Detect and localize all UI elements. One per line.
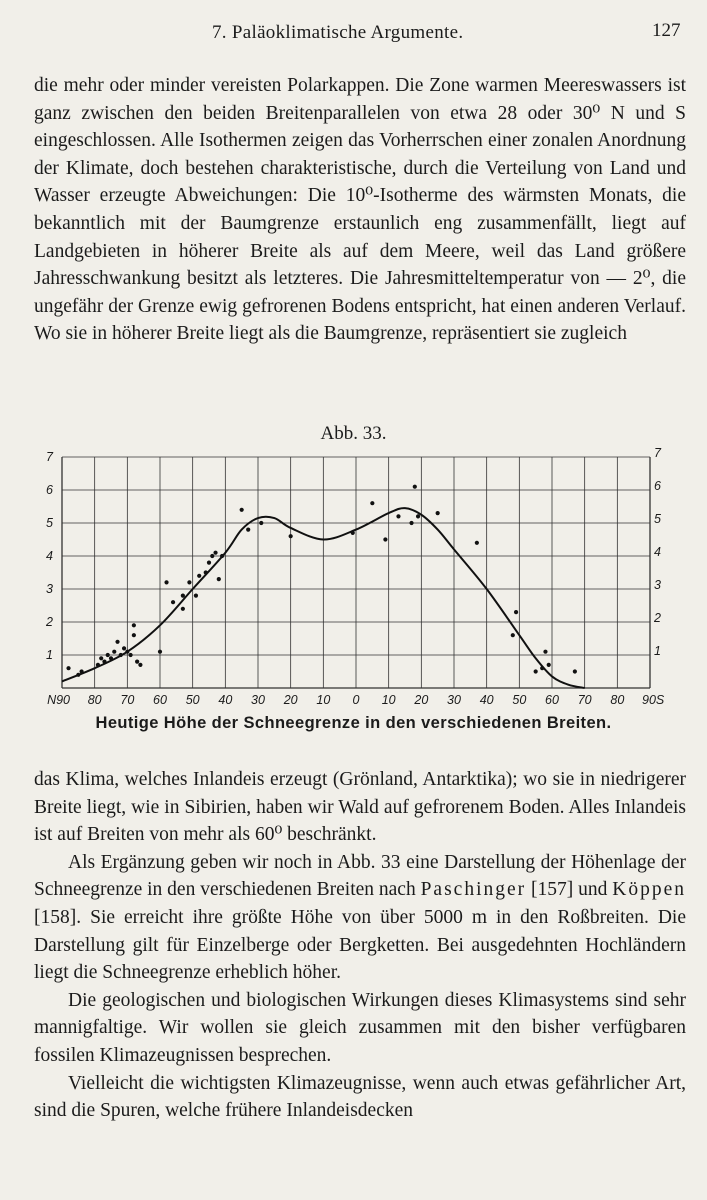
data-point [204,570,208,574]
x-tick-label: 70 [120,693,135,707]
y-tick-label-left: 4 [46,549,53,563]
y-tick-label-right: 7 [654,446,661,460]
x-tick-label: 90S [642,693,665,707]
x-tick-label: 20 [414,693,429,707]
y-tick-label-right: 6 [654,479,661,493]
data-point [76,673,80,677]
data-point [217,577,221,581]
y-tick-label-left: 2 [46,615,53,629]
paragraph-text: das Klima, welches Inlandeis erzeugt (Grönland, Antarktika); wo sie in niedrigerer Breite liegt, wie in Sibirien, haben wir Wald auf gefrorenem Boden. Alles Inlandeis ist auf Breiten von mehr als 60⁰ beschränkt. [34,769,686,846]
data-point [540,666,544,670]
data-point [109,656,113,660]
data-point [102,660,106,664]
data-point [383,537,387,541]
paragraph [34,849,686,987]
paragraph-text: Vielleicht die wichtigsten Klimazeugnisse, wenn auch etwas gefährlicher Art, sind die Spuren, welche frühere Inlandeisdecken [34,1072,686,1122]
y-tick-label-right: 3 [654,578,661,592]
data-point [135,660,139,664]
y-tick-label-left: 3 [46,582,53,596]
y-tick-label-right: 5 [654,512,661,526]
data-point [171,600,175,604]
x-tick-label: 80 [87,693,102,707]
x-tick-label: 10 [381,693,396,707]
paragraph-text: [158]. Sie erreicht ihre größte Höhe von über 5000 m in den Roßbreiten. Die Darstellung gilt für Einzelberge oder Bergketten. Bei ausgedehnten Hochländern liegt die Schneegrenze erheblich höher. [34,906,686,984]
data-point [210,554,214,558]
chart-svg [30,444,690,709]
y-tick-label-right: 1 [654,644,661,658]
data-point [573,669,577,673]
data-point [129,653,133,657]
data-point [409,521,413,525]
data-point [416,514,420,518]
running-title: 7. Paläoklimatische Argumente. [212,22,464,43]
y-tick-label-left: 6 [46,483,53,497]
data-point [119,653,123,657]
x-tick-label: 70 [577,693,592,707]
data-point [246,528,250,532]
data-point [534,669,538,673]
data-point [99,656,103,660]
x-tick-label: 0 [352,693,360,707]
data-point [370,501,374,505]
data-point [413,485,417,489]
data-point [125,650,129,654]
data-point [547,663,551,667]
data-point [132,633,136,637]
data-point [543,650,547,654]
data-point [240,508,244,512]
data-point [213,551,217,555]
paragraph-text: Die geologischen und biologischen Wirkungen dieses Klimasystems sind sehr mannigfaltige. Wir wollen sie gleich zusammen mit den bisher verfügbaren fossilen Klimazeugnissen besprechen. [34,989,686,1066]
data-point [475,541,479,545]
data-point [164,580,168,584]
data-point [514,610,518,614]
figure-caption: Heutige Höhe der Schneegrenze in den verschiedenen Breiten. [95,714,612,732]
y-tick-label-left: 5 [46,516,53,530]
x-tick-label: 10 [316,693,331,707]
x-tick-label: 60 [153,693,167,707]
x-tick-label: 50 [185,693,200,707]
x-tick-label: 30 [251,693,265,707]
paragraph-text: [157] und [526,879,613,901]
data-point [436,511,440,515]
snowline-chart [30,444,690,714]
x-tick-label: 30 [447,693,461,707]
data-point [511,633,515,637]
author-name: Paschinger [420,879,527,901]
x-tick-label: 50 [512,693,527,707]
y-tick-label-right: 2 [654,611,661,625]
data-point [80,669,84,673]
paragraph-text: Als Ergänzung geben wir noch in Abb. 33 eine Darstellung der Höhenlage der Schneegrenze in den verschiedenen Breiten nach [34,851,686,901]
top-paragraph-block [34,72,686,348]
figure-label: Abb. 33. [320,423,387,444]
y-tick-label-left: 7 [46,450,53,464]
data-point [187,580,191,584]
paragraph [34,1070,686,1125]
paragraph [34,987,686,1070]
data-point [396,514,400,518]
bottom-paragraph-block [34,766,686,1125]
data-point [138,663,142,667]
data-point [115,640,119,644]
x-tick-label: 40 [479,693,494,707]
x-tick-label: 40 [218,693,233,707]
page-number: 127 [652,20,681,41]
data-point [197,574,201,578]
data-point [289,534,293,538]
data-point [66,666,70,670]
paragraph [34,766,686,849]
paragraph: die mehr oder minder vereisten Polarkappen. Die Zone warmen Meereswassers ist ganz zwischen den beiden Breitenparallelen von etwa 28 oder 30⁰ N und S eingeschlossen. Alle Isothermen zeigen das Vorherrschen einer zonalen Anordnung der Klimate, doch bestehen charakteristische, durch die Verteilung von Land und Wasser erzeugte Abweichungen: Die 10⁰-Isotherme des wärmsten Monats, die bekanntlich mit der Baumgrenze erstaunlich eng zusammenfällt, liegt auf Landgebieten in höherer Breite als auf dem Meere, weil das Land größere Jahresschwankung besitzt als letzteres. Die Jahresmitteltemperatur von — 2⁰, die ungefähr der Grenze ewig gefrorenen Bodens entspricht, hat einen anderen Verlauf. Wo sie in höherer Breite liegt als die Baumgrenze, repräsentiert sie zugleich [34,75,686,345]
running-head [0,22,707,50]
data-point [158,650,162,654]
data-point [207,561,211,565]
author-name: Köppen [612,879,687,901]
data-point [122,646,126,650]
data-point [181,594,185,598]
x-tick-label: 20 [283,693,298,707]
x-tick-label: N90 [47,693,70,707]
y-tick-label-left: 1 [46,648,53,662]
data-point [112,650,116,654]
data-point [132,623,136,627]
y-tick-label-right: 4 [654,545,661,559]
data-point [96,663,100,667]
x-tick-label: 60 [545,693,559,707]
data-point [259,521,263,525]
data-point [194,594,198,598]
data-point [106,653,110,657]
data-point [351,531,355,535]
data-point [181,607,185,611]
x-tick-label: 80 [610,693,625,707]
data-point [220,554,224,558]
